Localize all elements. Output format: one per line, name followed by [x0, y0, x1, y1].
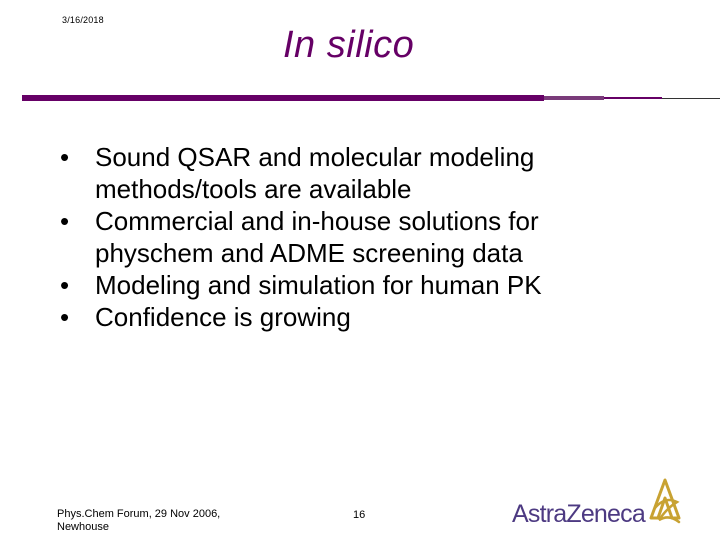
bullet-line: Sound QSAR and molecular modeling: [95, 142, 535, 172]
title-divider: [22, 95, 544, 101]
slide-title: In silico: [283, 24, 415, 66]
footer-event-line: Phys.Chem Forum, 29 Nov 2006,: [57, 508, 221, 520]
logo-wordmark: AstraZeneca: [512, 500, 645, 528]
bullet-item: [60, 205, 680, 269]
astrazeneca-logo: [512, 478, 682, 528]
astrazeneca-symbol-icon: [645, 478, 685, 526]
bullet-marker: •: [60, 142, 70, 172]
bullet-line: Modeling and simulation for human PK: [95, 270, 542, 300]
bullet-line: physchem and ADME screening data: [95, 238, 523, 268]
bullet-item: [60, 269, 680, 301]
bullet-item: [60, 301, 680, 333]
slide-date: 3/16/2018: [62, 15, 104, 25]
page-number: 16: [353, 509, 366, 521]
title-divider-thin: [604, 97, 662, 99]
title-divider-taper: [544, 96, 604, 100]
bullet-line: methods/tools are available: [95, 174, 412, 204]
bullet-marker: •: [60, 302, 70, 332]
bullet-line: Confidence is growing: [95, 302, 351, 332]
bullet-item: [60, 141, 680, 205]
footer-event-line: Newhouse: [57, 521, 109, 533]
bullet-line: Commercial and in-house solutions for: [95, 206, 539, 236]
bullet-list: [60, 141, 680, 333]
bullet-marker: •: [60, 270, 70, 300]
title-divider-end: [662, 98, 720, 99]
bullet-marker: •: [60, 206, 70, 236]
footer-event: [57, 508, 277, 534]
